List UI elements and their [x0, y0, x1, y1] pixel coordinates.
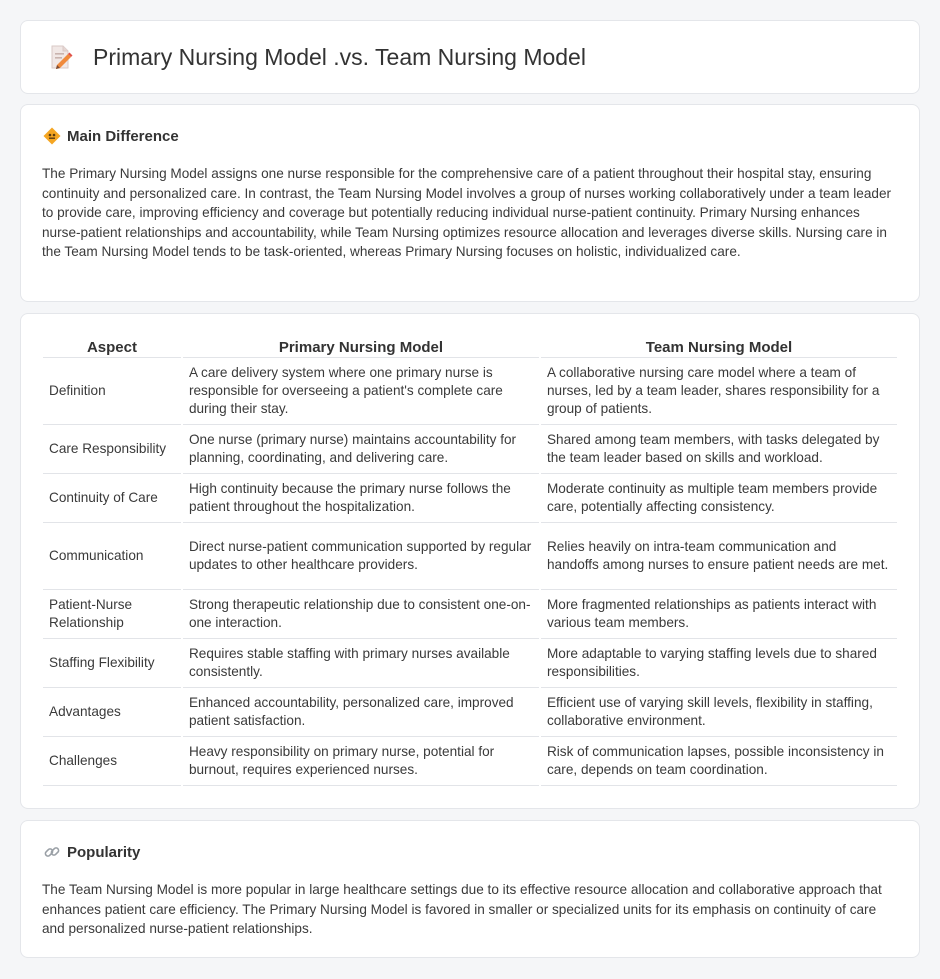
- table-row: [43, 737, 897, 786]
- row-team: More fragmented relationships as patients interact with various team members.: [541, 590, 897, 639]
- main-difference-card: [20, 104, 920, 302]
- title-row: [47, 43, 586, 71]
- table-row: [43, 688, 897, 737]
- row-primary: Enhanced accountability, personalized care, improved patient satisfaction.: [183, 688, 539, 737]
- row-team: More adaptable to varying staffing levels due to shared responsibilities.: [541, 639, 897, 688]
- row-aspect: Challenges: [43, 737, 181, 786]
- table-row: [43, 358, 897, 425]
- row-aspect: Communication: [43, 523, 181, 590]
- row-primary: High continuity because the primary nurse follows the patient throughout the hospitalization.: [183, 474, 539, 523]
- header-aspect: Aspect: [43, 334, 181, 358]
- row-primary: One nurse (primary nurse) maintains accountability for planning, coordinating, and delivering care.: [183, 425, 539, 474]
- table-row: [43, 639, 897, 688]
- diamond-sign-icon: [43, 127, 61, 145]
- row-team: A collaborative nursing care model where a team of nurses, led by a team leader, shares responsibility for a group of patients.: [541, 358, 897, 425]
- row-aspect: Staffing Flexibility: [43, 639, 181, 688]
- document-edit-icon: [47, 43, 73, 71]
- row-aspect: Care Responsibility: [43, 425, 181, 474]
- row-aspect: Continuity of Care: [43, 474, 181, 523]
- table-row: [43, 523, 897, 590]
- row-team: Moderate continuity as multiple team members provide care, potentially affecting consistency.: [541, 474, 897, 523]
- header-primary: Primary Nursing Model: [183, 334, 539, 358]
- page-title: Primary Nursing Model .vs. Team Nursing Model: [93, 43, 586, 70]
- table-row: [43, 590, 897, 639]
- row-aspect: Advantages: [43, 688, 181, 737]
- row-primary: A care delivery system where one primary nurse is responsible for overseeing a patient's complete care during their stay.: [183, 358, 539, 425]
- popularity-heading: [43, 843, 140, 861]
- main-difference-title: Main Difference: [67, 127, 179, 145]
- popularity-title: Popularity: [67, 843, 141, 861]
- table-header-row: [43, 334, 897, 358]
- table-row: [43, 425, 897, 474]
- header-card: [20, 20, 920, 94]
- row-primary: Requires stable staffing with primary nurses available consistently.: [183, 639, 539, 688]
- row-aspect: Patient-Nurse Relationship: [43, 590, 181, 639]
- row-primary: Heavy responsibility on primary nurse, potential for burnout, requires experienced nurses.: [183, 737, 539, 786]
- row-primary: Direct nurse-patient communication supported by regular updates to other healthcare providers.: [183, 523, 539, 590]
- popularity-card: [20, 820, 920, 958]
- table-row: [43, 474, 897, 523]
- comparison-table: [41, 334, 899, 786]
- popularity-text: The Team Nursing Model is more popular in large healthcare settings due to its effective resource allocation and collaborative approach that enhances patient care efficiency. The Primary Nursing Model is favored in smaller or specialized units for its emphasis on continuity of care and personalized nurse-patient relationships.: [42, 882, 882, 937]
- row-team: Relies heavily on intra-team communication and handoffs among nurses to ensure patient needs are met.: [541, 523, 897, 590]
- link-icon: [43, 843, 61, 861]
- main-difference-heading: [43, 127, 179, 145]
- row-team: Efficient use of varying skill levels, flexibility in staffing, collaborative environment.: [541, 688, 897, 737]
- main-difference-text: The Primary Nursing Model assigns one nurse responsible for the comprehensive care of a patient throughout their hospital stay, ensuring continuity and personalized care. In contrast, the Team Nursing Model involves a group of nurses working collaboratively under a team leader to provide care, improving efficiency and coverage but potentially reducing individual nurse-patient continuity. Primary Nursing enhances nurse-patient relationships and accountability, while Team Nursing optimizes resource allocation and leverages diverse skills. Nursing care in the Team Nursing Model tends to be task-oriented, whereas Primary Nursing focuses on holistic, individualized care.: [42, 166, 892, 260]
- row-primary: Strong therapeutic relationship due to consistent one-on-one interaction.: [183, 590, 539, 639]
- comparison-card: [20, 313, 920, 809]
- row-team: Risk of communication lapses, possible inconsistency in care, depends on team coordination.: [541, 737, 897, 786]
- header-team: Team Nursing Model: [541, 334, 897, 358]
- row-aspect: Definition: [43, 358, 181, 425]
- row-team: Shared among team members, with tasks delegated by the team leader based on skills and workload.: [541, 425, 897, 474]
